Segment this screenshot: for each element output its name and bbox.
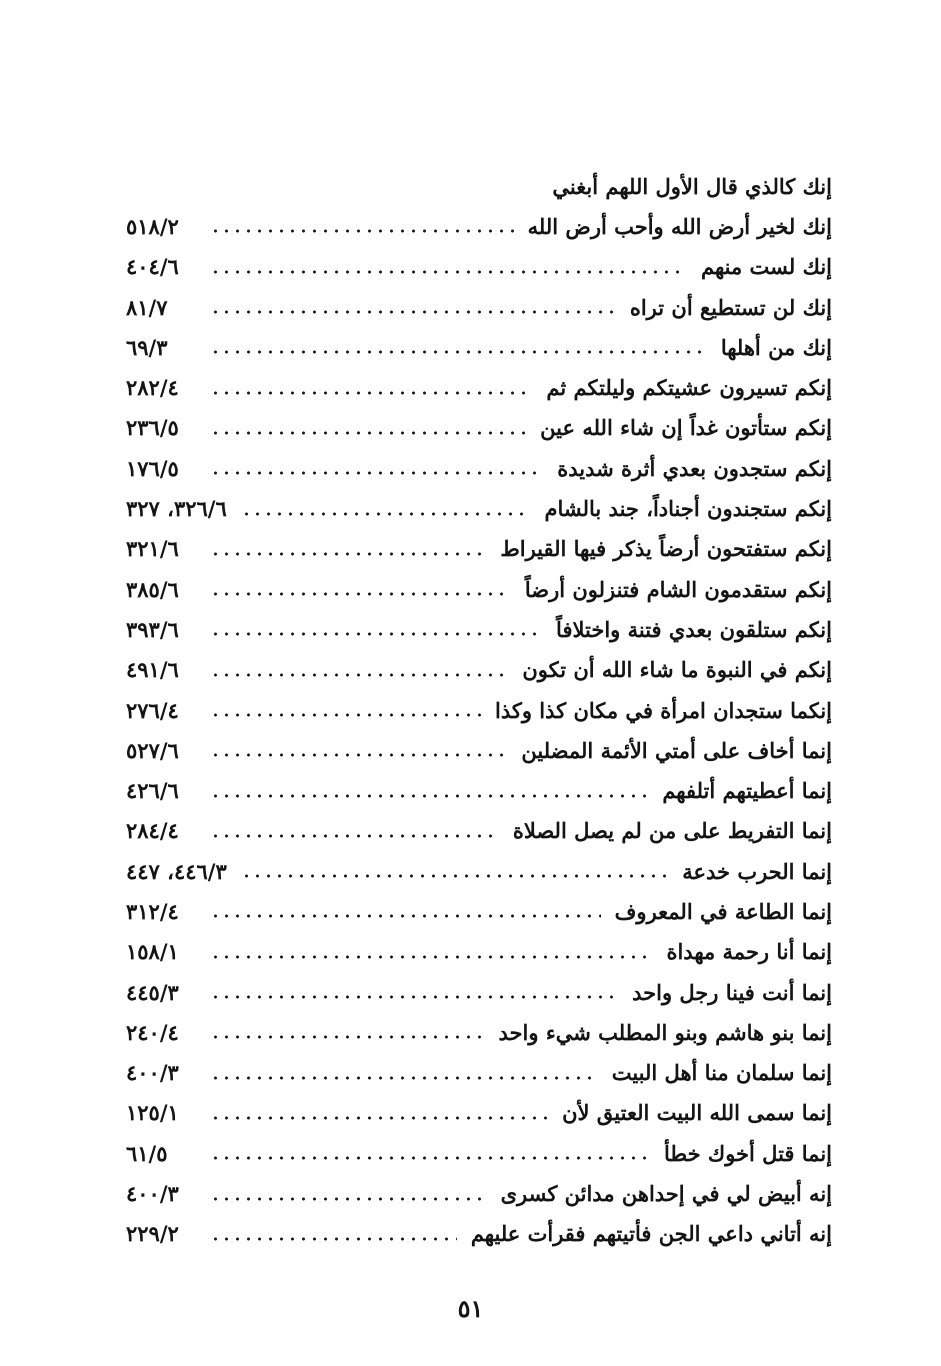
index-entry — [126, 206, 832, 246]
entry-reference: ١٧٦/٥ — [126, 455, 179, 481]
entry-reference: ٣٢١/٦ — [126, 536, 179, 562]
entry-reference: ٤٢٦/٦ — [126, 778, 179, 804]
leader-dots — [210, 713, 481, 717]
entry-text: إنما أنا رحمة مهداة — [666, 939, 832, 965]
leader-dots — [210, 914, 601, 918]
leader-dots — [210, 471, 543, 475]
entry-text: إنكما ستجدان امرأة في مكان كذا وكذا — [494, 697, 832, 723]
index-entry — [126, 730, 832, 770]
entry-text: إنكم ستجندون أجناداً، جند بالشام — [544, 496, 832, 522]
page-number: ٥١ — [457, 1294, 484, 1323]
index-entry — [126, 1214, 832, 1254]
entry-reference: ٣٢٦/٦، ٣٢٧ — [126, 496, 227, 522]
entry-text: إنه أبيض لي في إحداهن مدائن كسرى — [500, 1181, 832, 1207]
index-entry — [126, 1173, 832, 1213]
index-entry — [126, 851, 832, 891]
entry-text: إنما بنو هاشم وبنو المطلب شيء واحد — [498, 1019, 832, 1045]
entry-text: إنكم ستجدون بعدي أثرة شديدة — [557, 455, 832, 481]
index-entry — [126, 569, 832, 609]
entry-reference: ٦١/٥ — [126, 1140, 168, 1166]
index-entry — [126, 488, 832, 528]
index-entry — [126, 327, 832, 367]
entry-reference: ٢٧٦/٤ — [126, 697, 179, 723]
entry-reference: ٤٩١/٦ — [126, 657, 179, 683]
index-entry — [126, 529, 832, 569]
entry-text: إنما التفريط على من لم يصل الصلاة — [512, 818, 832, 844]
entry-text: إنكم ستقدمون الشام فتنزلون أرضاً — [524, 576, 832, 602]
index-entry — [126, 448, 832, 488]
entry-text: إنما الحرب خدعة — [682, 858, 832, 884]
entry-reference: ٤٠٠/٣ — [126, 1181, 179, 1207]
index-entry — [126, 408, 832, 448]
leader-dots — [210, 632, 542, 636]
entry-text: إنما الطاعة في المعروف — [614, 898, 832, 924]
entry-text: إنما أعطيتهم أتلفهم — [662, 778, 832, 804]
leader-dots — [210, 753, 507, 757]
entry-text: إنما أخاف على أمتي الأئمة المضلين — [521, 737, 832, 763]
index-entry — [126, 650, 832, 690]
entry-reference: ٤٤٦/٣، ٤٤٧ — [126, 858, 227, 884]
leader-dots — [210, 1156, 650, 1160]
entry-text: إنك من أهلها — [720, 334, 832, 360]
entry-text: إنك كالذي قال الأول اللهم أبغني — [552, 173, 832, 199]
index-entry — [126, 1053, 832, 1093]
entry-reference: ٤٠٠/٣ — [126, 1060, 179, 1086]
index-entry — [126, 932, 832, 972]
leader-dots — [210, 310, 616, 314]
entry-reference: ٤٠٤/٦ — [126, 254, 179, 280]
entry-reference: ٢٨٢/٤ — [126, 375, 179, 401]
entry-text: إنما أنت فينا رجل واحد — [632, 979, 832, 1005]
index-entry — [126, 609, 832, 649]
entry-text: إنك لست منهم — [701, 254, 832, 280]
leader-dots — [210, 834, 499, 838]
leader-dots — [210, 1116, 548, 1120]
index-entry — [126, 287, 832, 327]
index-entry — [126, 367, 832, 407]
entry-text: إنه أتاني داعي الجن فأتيتهم فقرأت عليهم — [470, 1221, 832, 1247]
leader-dots — [210, 270, 687, 274]
leader-dots — [210, 794, 648, 798]
index-entry — [126, 247, 832, 287]
leader-dots — [210, 673, 508, 677]
leader-dots — [210, 955, 652, 959]
index-entry — [126, 690, 832, 730]
entry-reference: ١٥٨/١ — [126, 939, 179, 965]
entry-text: إنك لن تستطيع أن تراه — [629, 294, 832, 320]
entry-text: إنكم تسيرون عشيتكم وليلتكم ثم — [546, 375, 832, 401]
entry-reference: ٢٢٩/٢ — [126, 1221, 179, 1247]
index-entry — [126, 811, 832, 851]
entry-reference: ٣٨٥/٦ — [126, 576, 179, 602]
index-entry — [126, 1012, 832, 1052]
leader-dots — [210, 1076, 598, 1080]
entry-reference: ٢٣٦/٥ — [126, 415, 179, 441]
entry-reference: ٣٩٣/٦ — [126, 616, 179, 642]
entry-reference: ٨١/٧ — [126, 294, 168, 320]
leader-dots — [210, 391, 532, 395]
entry-reference: ٤٤٥/٣ — [126, 979, 179, 1005]
leader-dots — [210, 552, 486, 556]
leader-dots — [210, 1035, 485, 1039]
index-entry — [126, 891, 832, 931]
entry-text: إنما سلمان منا أهل البيت — [611, 1060, 832, 1086]
leader-dots — [210, 1237, 457, 1241]
index-entry — [126, 1133, 832, 1173]
leader-dots — [210, 592, 511, 596]
entry-text: إنما قتل أخوك خطأ — [663, 1140, 832, 1166]
entry-reference: ٢٤٠/٤ — [126, 1019, 179, 1045]
leader-dots — [210, 431, 526, 435]
leader-dots — [210, 995, 618, 999]
entry-text: إنكم في النبوة ما شاء الله أن تكون — [522, 657, 832, 683]
entry-text: إنكم ستلقون بعدي فتنة واختلافاً — [556, 616, 832, 642]
leader-dots — [210, 350, 707, 354]
leader-dots — [241, 512, 531, 516]
index-entry — [126, 770, 832, 810]
index-entry — [126, 972, 832, 1012]
entry-reference: ٦٩/٣ — [126, 334, 168, 360]
entry-reference: ٣١٢/٤ — [126, 898, 179, 924]
entry-reference: ١٢٥/١ — [126, 1100, 179, 1126]
entry-reference: ٥٢٧/٦ — [126, 737, 179, 763]
entry-text: إنكم ستفتحون أرضاً يذكر فيها القيراط — [500, 536, 832, 562]
entry-text: إنكم ستأتون غداً إن شاء الله عين — [540, 415, 832, 441]
entry-text: إنك لخير أرض الله وأحب أرض الله — [527, 213, 832, 239]
index-entry — [126, 166, 832, 206]
leader-dots — [210, 1197, 487, 1201]
leader-dots — [241, 874, 668, 878]
entry-reference: ٢٨٤/٤ — [126, 818, 179, 844]
hadith-index-list — [126, 166, 832, 1254]
leader-dots — [210, 229, 514, 233]
entry-reference: ٥١٨/٢ — [126, 213, 179, 239]
entry-text: إنما سمى الله البيت العتيق لأن — [562, 1100, 832, 1126]
index-entry — [126, 1093, 832, 1133]
